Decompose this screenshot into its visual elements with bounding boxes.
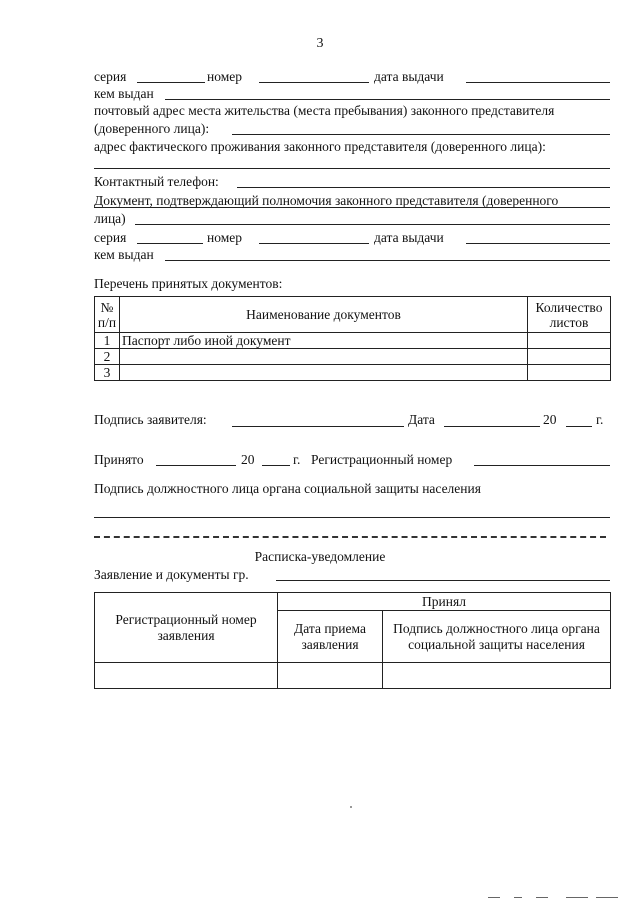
phone-label: Контактный телефон: [94,174,219,189]
receipt-statement-label: Заявление и документы гр. [94,567,249,582]
year-prefix: 20 [543,412,557,427]
receipt-date-cell[interactable] [278,663,383,689]
page-number: 3 [316,36,324,51]
col-name-header: Наименование документов [120,297,528,333]
official-signature-cell[interactable] [383,663,611,689]
cut-line [94,536,606,538]
date-field[interactable] [444,426,540,427]
row-doc-name[interactable] [120,349,528,365]
row-sheets[interactable] [528,365,611,381]
postal-address-field[interactable] [232,134,610,135]
row-sheets[interactable] [528,349,611,365]
issue-date-label-2: дата выдачи [374,230,444,245]
number-label-2: номер [207,230,243,245]
row-doc-name[interactable]: Паспорт либо иной документ [120,333,528,349]
row-sheets[interactable] [528,333,611,349]
postal-address-label: почтовый адрес места жительства (места пребывания) законного представителя [94,103,555,118]
table-row [95,349,611,365]
issued-by-field[interactable] [165,99,610,100]
scan-mark [536,897,548,898]
series-field-2[interactable] [137,243,203,244]
actual-address-field[interactable] [94,168,610,169]
authority-doc-label-cont: лица) [94,211,126,226]
table-row [95,663,611,689]
table-row [95,365,611,381]
year-field[interactable] [566,426,592,427]
receipt-applicant-field[interactable] [276,580,610,581]
authority-doc-underline [94,207,610,208]
authority-doc-field[interactable] [135,224,610,225]
scan-speck [350,806,352,808]
receipt-table [94,592,611,689]
year-suffix: г. [596,412,604,427]
row-num: 3 [95,365,120,381]
reg-number-label: Регистрационный номер [311,452,453,467]
table-row [95,333,611,349]
row-doc-name[interactable] [120,365,528,381]
applicant-signature-field[interactable] [232,426,404,427]
date-label: Дата [408,412,435,427]
applicant-signature-label: Подпись заявителя: [94,412,207,427]
scan-mark [514,897,522,898]
col-num-header: № п/п [95,297,120,333]
official-signature-field[interactable] [94,517,610,518]
accepted-date-field[interactable] [156,465,236,466]
series-field[interactable] [137,82,205,83]
issue-date-field[interactable] [466,82,610,83]
receipt-date-header: Дата приема заявления [278,611,383,663]
accepted-year-prefix: 20 [241,452,255,467]
accepted-header: Принял [278,593,611,611]
scan-mark [566,897,588,898]
phone-field[interactable] [237,187,610,188]
accepted-year-field[interactable] [262,465,290,466]
row-num: 2 [95,349,120,365]
reg-number-field[interactable] [474,465,610,466]
accepted-year-suffix: г. [293,452,301,467]
reg-number-header: Регистрационный номер заявления [95,593,278,663]
issued-by-field-2[interactable] [165,260,610,261]
number-field[interactable] [259,82,369,83]
series-label: серия [94,69,127,84]
accepted-label: Принято [94,452,144,467]
number-field-2[interactable] [259,243,369,244]
authority-doc-label: Документ, подтверждающий полномочия законного представителя (доверенного [94,193,559,208]
col-sheets-header: Количество листов [528,297,611,333]
reg-number-cell[interactable] [95,663,278,689]
official-header: Подпись должностного лица органа социальной защиты населения [383,611,611,663]
number-label: номер [207,69,243,84]
receipt-title: Расписка-уведомление [254,549,386,564]
issue-date-label: дата выдачи [374,69,444,84]
series-label-2: серия [94,230,127,245]
row-num: 1 [95,333,120,349]
actual-address-label: адрес фактического проживания законного представителя (доверенного лица): [94,139,546,154]
official-signature-label: Подпись должностного лица органа социальной защиты населения [94,481,481,496]
issued-by-label-2: кем выдан [94,247,154,262]
docs-table [94,296,611,381]
issued-by-label: кем выдан [94,86,154,101]
scan-mark [488,897,500,898]
issue-date-field-2[interactable] [466,243,610,244]
postal-address-label-cont: (доверенного лица): [94,121,210,136]
scan-mark [596,897,618,898]
docs-list-title: Перечень принятых документов: [94,276,283,291]
